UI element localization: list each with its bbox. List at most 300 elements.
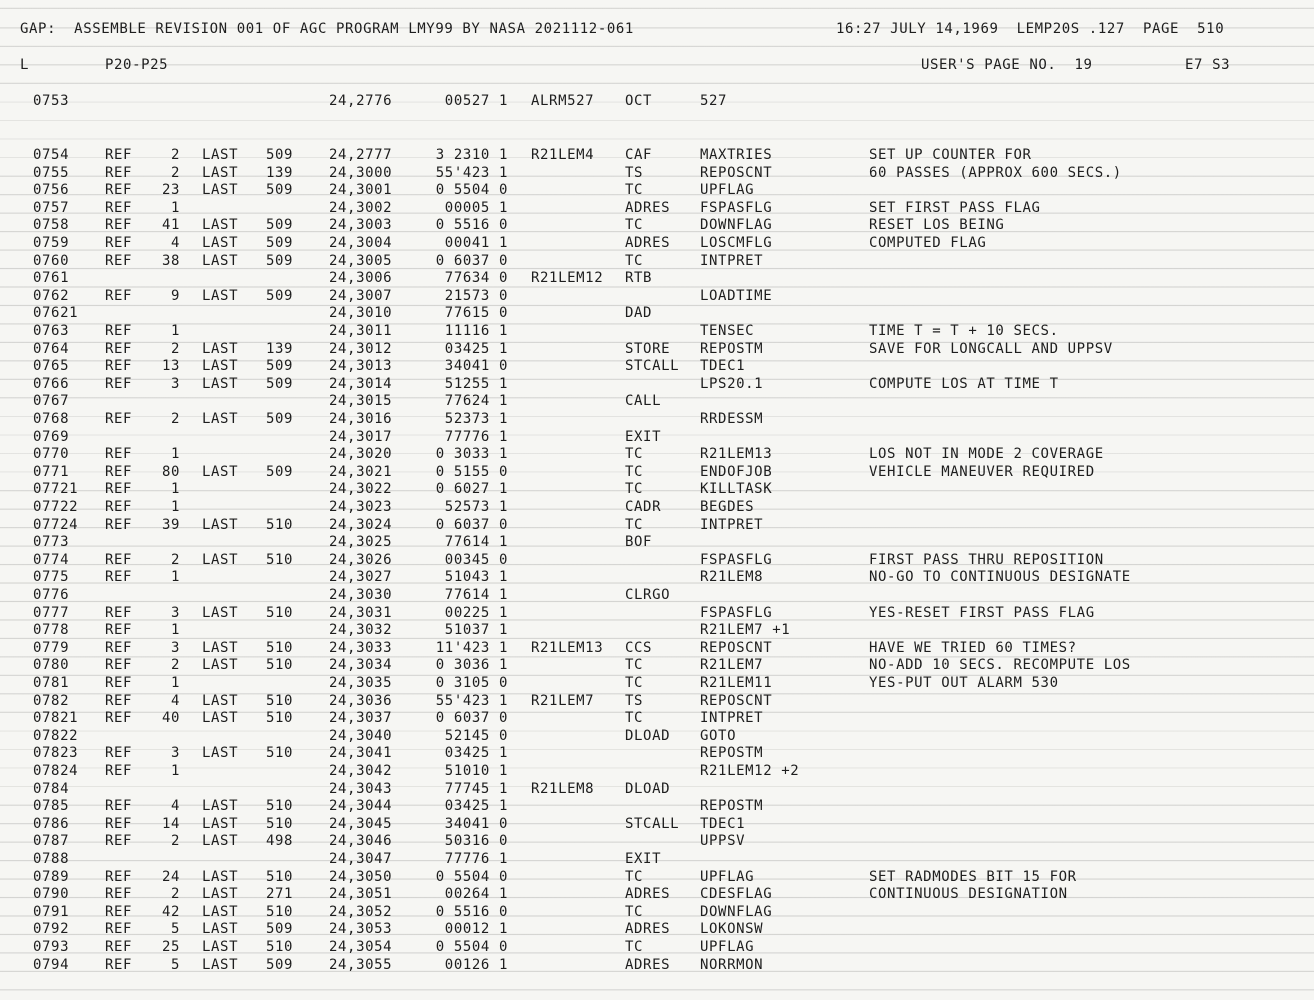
line-number: 0760 (33, 252, 70, 269)
label: R21LEM13 (531, 639, 604, 656)
address: 24,3047 (329, 851, 393, 867)
ref-marker: REF (105, 164, 133, 181)
operand: UPFLAG (700, 868, 755, 885)
ref-count: 2 (170, 551, 180, 568)
operand: 527 (700, 93, 728, 109)
address: 24,3033 (329, 639, 393, 656)
listing-row (0, 234, 1314, 252)
ref-marker: REF (105, 903, 133, 920)
octal-code: 0 3036 1 (435, 657, 508, 674)
octal-code: 77614 1 (444, 534, 508, 551)
octal-code: 34041 0 (444, 815, 508, 832)
operand: TDEC1 (700, 358, 746, 375)
address: 24,3042 (329, 763, 393, 779)
address: 24,3040 (329, 727, 393, 744)
listing-row (0, 674, 1314, 692)
last-marker: LAST (202, 604, 239, 621)
octal-code: 00225 1 (444, 604, 508, 621)
address: 24,3025 (329, 534, 393, 551)
octal-code: 52373 1 (444, 411, 508, 427)
octal-code: 55'423 1 (435, 692, 508, 709)
operand: LOKONSW (700, 921, 764, 938)
opcode: TC (625, 657, 644, 674)
opcode: CCS (625, 639, 653, 656)
address: 24,3017 (329, 428, 393, 445)
ref-count: 13 (161, 358, 180, 375)
opcode: TC (625, 463, 644, 480)
listing-row (0, 410, 1314, 428)
ref-page: 510 (266, 551, 294, 568)
opcode: TC (625, 252, 644, 269)
octal-code: 55'423 1 (435, 164, 508, 181)
ref-count: 2 (170, 886, 180, 903)
line-number: 0765 (33, 358, 70, 375)
address: 24,3023 (329, 499, 393, 515)
address: 24,3044 (329, 798, 393, 815)
ref-page: 510 (266, 868, 294, 885)
header-code: E7 S3 (1185, 57, 1231, 73)
line-number: 07621 (33, 305, 79, 322)
listing-row (0, 516, 1314, 534)
opcode: CAF (625, 147, 653, 163)
ref-marker: REF (105, 411, 133, 427)
opcode: EXIT (625, 851, 662, 867)
ref-count: 3 (170, 639, 180, 656)
listing-row (0, 498, 1314, 516)
listing-row (0, 868, 1314, 886)
opcode: TC (625, 182, 644, 199)
header-users-page: USER'S PAGE NO. 19 (921, 57, 1093, 73)
listing-row (0, 586, 1314, 604)
ref-page: 509 (266, 217, 294, 234)
ref-count: 38 (161, 252, 180, 269)
octal-code: 0 6037 0 (435, 516, 508, 533)
octal-code: 00041 1 (444, 235, 508, 251)
line-number: 0764 (33, 340, 70, 357)
comment: 60 PASSES (APPROX 600 SECS.) (869, 164, 1122, 181)
line-number: 0781 (33, 675, 70, 691)
last-marker: LAST (202, 745, 239, 762)
ref-count: 25 (161, 939, 180, 955)
octal-code: 52573 1 (444, 499, 508, 515)
label: R21LEM7 (531, 692, 595, 709)
ref-marker: REF (105, 692, 133, 709)
line-number: 0793 (33, 939, 70, 955)
ref-marker: REF (105, 551, 133, 568)
comment: COMPUTE LOS AT TIME T (869, 375, 1059, 392)
opcode: TC (625, 481, 644, 498)
label: R21LEM8 (531, 780, 595, 797)
octal-code: 52145 0 (444, 727, 508, 744)
label: R21LEM12 (531, 270, 604, 287)
listing-row (0, 639, 1314, 657)
operand: LOSCMFLG (700, 235, 773, 251)
opcode: TC (625, 217, 644, 234)
ref-marker: REF (105, 287, 133, 304)
address: 24,3046 (329, 833, 393, 850)
listing-row (0, 885, 1314, 903)
address: 24,2777 (329, 147, 393, 163)
address: 24,3053 (329, 921, 393, 938)
address: 24,3007 (329, 287, 393, 304)
comment: RESET LOS BEING (869, 217, 1005, 234)
comment: COMPUTED FLAG (869, 235, 987, 251)
operand: R21LEM13 (700, 446, 773, 463)
ref-marker: REF (105, 622, 133, 639)
ref-count: 14 (161, 815, 180, 832)
operand: NORRMON (700, 956, 764, 973)
label: ALRM527 (531, 93, 595, 109)
opcode: STCALL (625, 815, 680, 832)
address: 24,3055 (329, 956, 393, 973)
ref-count: 1 (170, 569, 180, 586)
ref-marker: REF (105, 604, 133, 621)
listing-row (0, 287, 1314, 305)
address: 24,3005 (329, 252, 393, 269)
address: 24,3027 (329, 569, 393, 586)
operand: RRDESSM (700, 411, 764, 427)
ref-marker: REF (105, 956, 133, 973)
ref-page: 271 (266, 886, 294, 903)
operand: REPOSCNT (700, 692, 773, 709)
listing-row (0, 604, 1314, 622)
ref-page: 509 (266, 147, 294, 163)
operand: REPOSTM (700, 798, 764, 815)
octal-code: 3 2310 1 (435, 147, 508, 163)
ref-page: 510 (266, 692, 294, 709)
last-marker: LAST (202, 657, 239, 674)
last-marker: LAST (202, 815, 239, 832)
operand: TENSEC (700, 323, 755, 339)
octal-code: 00005 1 (444, 199, 508, 216)
opcode: CALL (625, 393, 662, 410)
octal-code: 0 6037 0 (435, 710, 508, 727)
operand: FSPASFLG (700, 551, 773, 568)
ref-marker: REF (105, 481, 133, 498)
listing-row (0, 744, 1314, 762)
comment: CONTINUOUS DESIGNATION (869, 886, 1068, 903)
operand: R21LEM7 +1 (700, 622, 791, 639)
operand: KILLTASK (700, 481, 773, 498)
listing-row (0, 727, 1314, 745)
last-marker: LAST (202, 287, 239, 304)
listing-row (0, 568, 1314, 586)
comment: YES-PUT OUT ALARM 530 (869, 675, 1059, 691)
opcode: TC (625, 675, 644, 691)
last-marker: LAST (202, 164, 239, 181)
ref-count: 24 (161, 868, 180, 885)
ref-marker: REF (105, 516, 133, 533)
ref-count: 1 (170, 446, 180, 463)
listing-row (0, 762, 1314, 780)
comment: SET UP COUNTER FOR (869, 147, 1032, 163)
line-number: 0753 (33, 93, 70, 109)
ref-marker: REF (105, 340, 133, 357)
octal-code: 0 3033 1 (435, 446, 508, 463)
ref-marker: REF (105, 675, 133, 691)
last-marker: LAST (202, 710, 239, 727)
last-marker: LAST (202, 639, 239, 656)
address: 24,2776 (329, 93, 393, 109)
listing-row (0, 656, 1314, 674)
octal-code: 0 5516 0 (435, 217, 508, 234)
comment: NO-ADD 10 SECS. RECOMPUTE LOS (869, 657, 1131, 674)
line-number: 0786 (33, 815, 70, 832)
ref-page: 509 (266, 252, 294, 269)
last-marker: LAST (202, 939, 239, 955)
operand: BEGDES (700, 499, 755, 515)
operand: MAXTRIES (700, 147, 773, 163)
operand: INTPRET (700, 252, 764, 269)
ref-marker: REF (105, 886, 133, 903)
ref-page: 509 (266, 375, 294, 392)
address: 24,3051 (329, 886, 393, 903)
listing-row (0, 428, 1314, 446)
line-number: 0769 (33, 428, 70, 445)
listing-row (0, 832, 1314, 850)
opcode: DAD (625, 305, 653, 322)
ref-marker: REF (105, 252, 133, 269)
address: 24,3020 (329, 446, 393, 463)
ref-count: 2 (170, 411, 180, 427)
ref-page: 510 (266, 798, 294, 815)
ref-count: 2 (170, 833, 180, 850)
operand: TDEC1 (700, 815, 746, 832)
octal-code: 77634 0 (444, 270, 508, 287)
last-marker: LAST (202, 375, 239, 392)
octal-code: 51255 1 (444, 375, 508, 392)
address: 24,3022 (329, 481, 393, 498)
line-number: 0776 (33, 587, 70, 603)
opcode: BOF (625, 534, 653, 551)
ref-marker: REF (105, 710, 133, 727)
address: 24,3000 (329, 164, 393, 181)
address: 24,3002 (329, 199, 393, 216)
octal-code: 0 5504 0 (435, 868, 508, 885)
listing-row (0, 709, 1314, 727)
last-marker: LAST (202, 411, 239, 427)
line-number: 0771 (33, 463, 70, 480)
ref-marker: REF (105, 235, 133, 251)
comment: SET RADMODES BIT 15 FOR (869, 868, 1077, 885)
address: 24,3021 (329, 463, 393, 480)
address: 24,3024 (329, 516, 393, 533)
ref-page: 509 (266, 956, 294, 973)
header-program-range: P20-P25 (105, 57, 169, 73)
ref-marker: REF (105, 921, 133, 938)
header-line-2 (0, 56, 1314, 74)
octal-code: 03425 1 (444, 798, 508, 815)
line-number: 0794 (33, 956, 70, 973)
ref-marker: REF (105, 182, 133, 199)
opcode: DLOAD (625, 780, 671, 797)
listing-row (0, 920, 1314, 938)
ref-page: 510 (266, 815, 294, 832)
ref-page: 139 (266, 340, 294, 357)
ref-count: 2 (170, 147, 180, 163)
listing-row (0, 850, 1314, 868)
ref-count: 40 (161, 710, 180, 727)
line-number: 0778 (33, 622, 70, 639)
ref-page: 510 (266, 710, 294, 727)
line-number: 0756 (33, 182, 70, 199)
ref-page: 509 (266, 287, 294, 304)
ref-page: 510 (266, 639, 294, 656)
ref-page: 510 (266, 903, 294, 920)
opcode: ADRES (625, 921, 671, 938)
operand: REPOSCNT (700, 164, 773, 181)
opcode: ADRES (625, 956, 671, 973)
ref-marker: REF (105, 375, 133, 392)
last-marker: LAST (202, 252, 239, 269)
ref-marker: REF (105, 833, 133, 850)
last-marker: LAST (202, 147, 239, 163)
ref-page: 509 (266, 463, 294, 480)
ref-count: 23 (161, 182, 180, 199)
last-marker: LAST (202, 463, 239, 480)
octal-code: 51037 1 (444, 622, 508, 639)
ref-page: 509 (266, 411, 294, 427)
line-number: 07824 (33, 763, 79, 779)
operand: UPFLAG (700, 939, 755, 955)
octal-code: 00264 1 (444, 886, 508, 903)
ref-count: 5 (170, 921, 180, 938)
operand: DOWNFLAG (700, 217, 773, 234)
ref-page: 139 (266, 164, 294, 181)
comment: HAVE WE TRIED 60 TIMES? (869, 639, 1077, 656)
listing-row (0, 392, 1314, 410)
listing-row (0, 357, 1314, 375)
last-marker: LAST (202, 551, 239, 568)
ref-marker: REF (105, 657, 133, 674)
address: 24,3014 (329, 375, 393, 392)
listing-row (0, 269, 1314, 287)
listing-row (0, 164, 1314, 182)
line-number: 0779 (33, 639, 70, 656)
octal-code: 77776 1 (444, 428, 508, 445)
listing-row (0, 322, 1314, 340)
opcode: ADRES (625, 235, 671, 251)
line-number: 0755 (33, 164, 70, 181)
ref-marker: REF (105, 147, 133, 163)
opcode: TC (625, 868, 644, 885)
octal-code: 50316 0 (444, 833, 508, 850)
last-marker: LAST (202, 833, 239, 850)
ref-count: 9 (170, 287, 180, 304)
operand: ENDOFJOB (700, 463, 773, 480)
address: 24,3012 (329, 340, 393, 357)
last-marker: LAST (202, 235, 239, 251)
operand: REPOSCNT (700, 639, 773, 656)
listing-row (0, 445, 1314, 463)
ref-page: 498 (266, 833, 294, 850)
last-marker: LAST (202, 358, 239, 375)
last-marker: LAST (202, 921, 239, 938)
address: 24,3003 (329, 217, 393, 234)
line-number: 07724 (33, 516, 79, 533)
ref-count: 41 (161, 217, 180, 234)
listing-row (0, 903, 1314, 921)
address: 24,3035 (329, 675, 393, 691)
address: 24,3006 (329, 270, 393, 287)
address: 24,3015 (329, 393, 393, 410)
octal-code: 77745 1 (444, 780, 508, 797)
operand: REPOSTM (700, 340, 764, 357)
operand: FSPASFLG (700, 604, 773, 621)
ref-count: 2 (170, 657, 180, 674)
ref-count: 1 (170, 481, 180, 498)
line-number: 0761 (33, 270, 70, 287)
line-number: 07823 (33, 745, 79, 762)
listing-row (0, 692, 1314, 710)
opcode: TC (625, 939, 644, 955)
ref-marker: REF (105, 745, 133, 762)
line-number: 0766 (33, 375, 70, 392)
octal-code: 0 5516 0 (435, 903, 508, 920)
header-line-1 (0, 20, 1314, 38)
ref-marker: REF (105, 199, 133, 216)
ref-count: 39 (161, 516, 180, 533)
octal-code: 51043 1 (444, 569, 508, 586)
line-number: 07821 (33, 710, 79, 727)
listing-row (0, 146, 1314, 164)
opcode: TC (625, 710, 644, 727)
opcode: DLOAD (625, 727, 671, 744)
listing-row (0, 199, 1314, 217)
octal-code: 0 5504 0 (435, 939, 508, 955)
address: 24,3045 (329, 815, 393, 832)
header-timestamp: 16:27 JULY 14,1969 LEMP20S .127 PAGE 510 (836, 21, 1225, 37)
opcode: EXIT (625, 428, 662, 445)
ref-page: 510 (266, 516, 294, 533)
octal-code: 0 6037 0 (435, 252, 508, 269)
line-number: 0791 (33, 903, 70, 920)
last-marker: LAST (202, 182, 239, 199)
line-number: 07822 (33, 727, 79, 744)
listing-row (0, 956, 1314, 974)
ref-marker: REF (105, 499, 133, 515)
ref-count: 4 (170, 692, 180, 709)
octal-code: 03425 1 (444, 340, 508, 357)
line-number: 0758 (33, 217, 70, 234)
line-number: 07721 (33, 481, 79, 498)
listing-row (0, 551, 1314, 569)
comment: SET FIRST PASS FLAG (869, 199, 1041, 216)
octal-code: 00126 1 (444, 956, 508, 973)
line-number: 0787 (33, 833, 70, 850)
ref-count: 2 (170, 340, 180, 357)
line-number: 0759 (33, 235, 70, 251)
octal-code: 0 5155 0 (435, 463, 508, 480)
ref-page: 510 (266, 745, 294, 762)
line-number: 0774 (33, 551, 70, 568)
line-number: 0754 (33, 147, 70, 163)
listing-row (0, 340, 1314, 358)
ref-marker: REF (105, 763, 133, 779)
address: 24,3026 (329, 551, 393, 568)
opcode: STCALL (625, 358, 680, 375)
line-number: 0763 (33, 323, 70, 339)
operand: INTPRET (700, 516, 764, 533)
address: 24,3052 (329, 903, 393, 920)
listing-row (0, 621, 1314, 639)
listing-row (0, 216, 1314, 234)
octal-code: 51010 1 (444, 763, 508, 779)
comment: NO-GO TO CONTINUOUS DESIGNATE (869, 569, 1131, 586)
ref-count: 4 (170, 798, 180, 815)
opcode: CADR (625, 499, 662, 515)
line-number: 0777 (33, 604, 70, 621)
